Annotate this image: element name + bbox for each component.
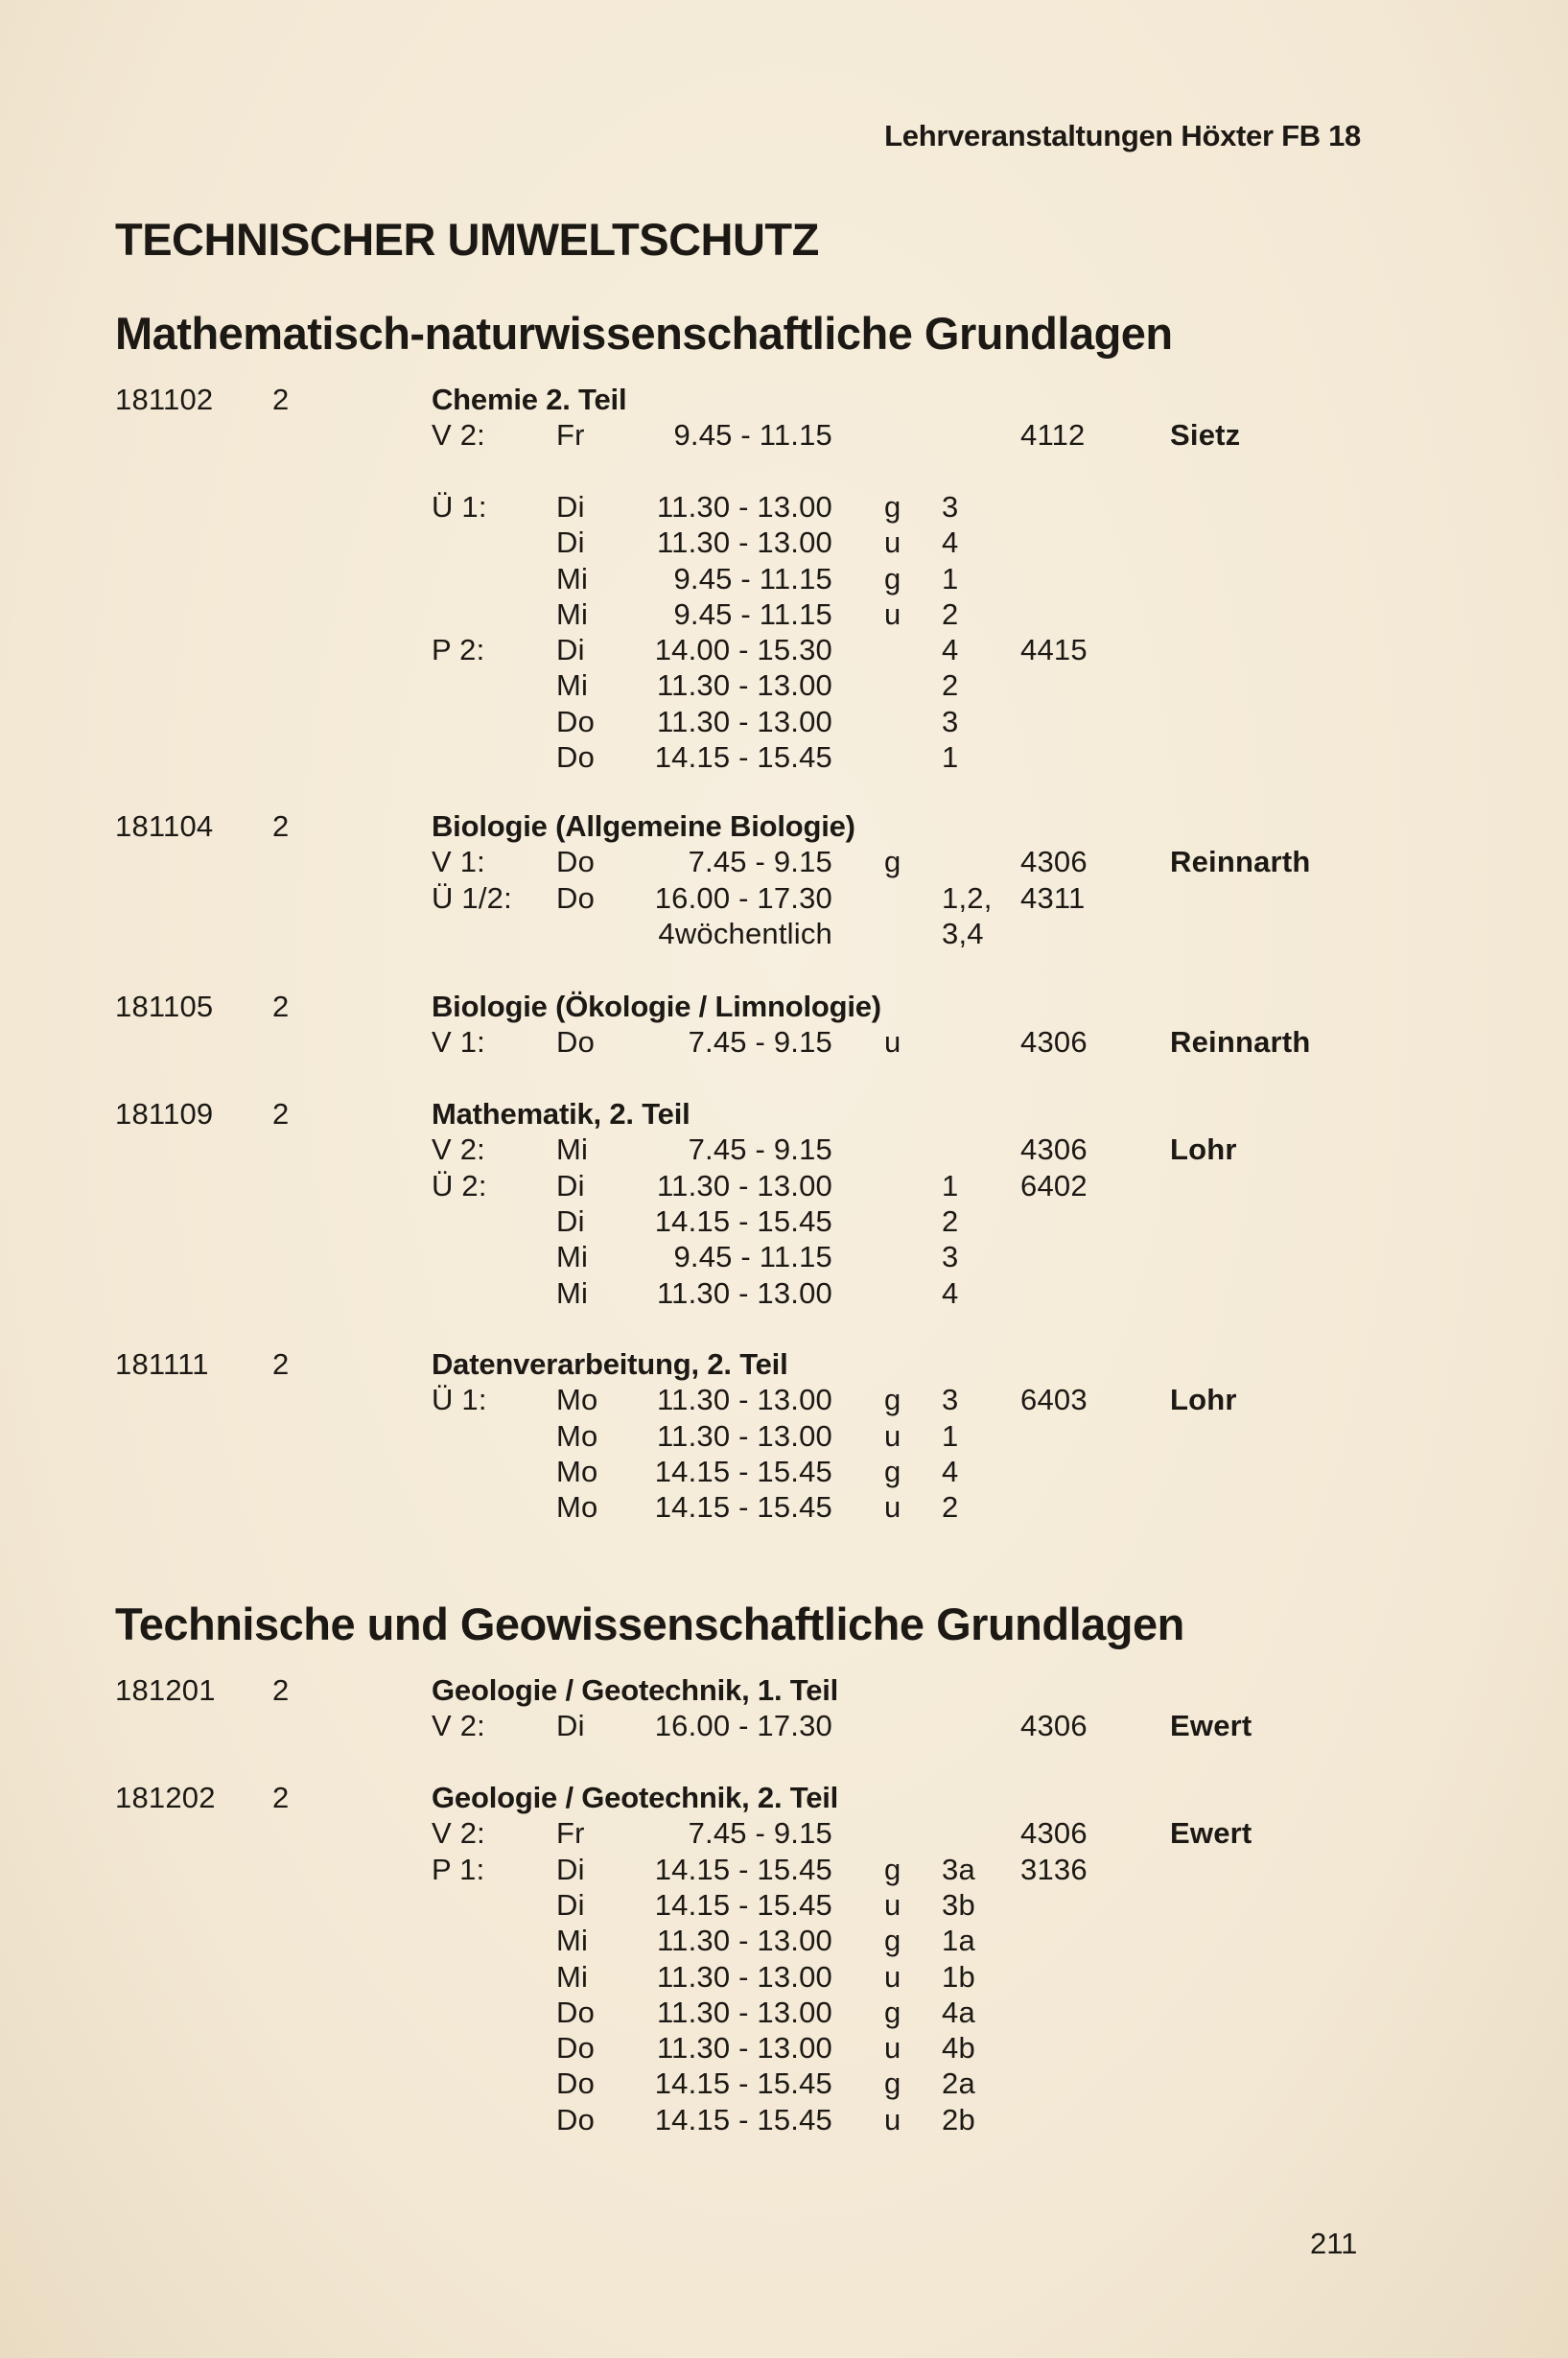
session-group: 1: [942, 1418, 959, 1453]
session-group: 1,2,: [942, 880, 993, 915]
schedule-row: [0, 1132, 1568, 1167]
session-group: 3: [942, 704, 959, 738]
session-room: 4306: [1020, 1709, 1088, 1743]
session-room: 4415: [1020, 633, 1088, 667]
schedule-row: [0, 489, 1568, 525]
session-week-parity: g: [884, 845, 901, 879]
schedule-row: [0, 596, 1568, 632]
session-room: 3136: [1020, 1852, 1088, 1886]
session-group: 1a: [942, 1924, 975, 1958]
course-number: 181202: [115, 1781, 216, 1814]
session-group: 2: [942, 1490, 959, 1525]
course-lecturer: Reinnarth: [1170, 845, 1311, 879]
session-group: 2: [942, 1203, 959, 1238]
session-week-parity: u: [884, 1887, 901, 1922]
course-title: Geologie / Geotechnik, 1. Teil: [432, 1673, 839, 1707]
session-group: 3,4: [942, 916, 984, 950]
session-day: Mi: [556, 1240, 589, 1274]
session-week-parity: g: [884, 1852, 901, 1886]
schedule-row: [0, 2102, 1568, 2137]
session-group: 4b: [942, 2031, 975, 2066]
session-week-parity: u: [884, 1025, 901, 1060]
session-time: 11.30 - 13.00: [657, 704, 832, 738]
course-title: Biologie (Ökologie / Limnologie): [432, 990, 881, 1023]
schedule-row: [0, 561, 1568, 596]
session-time: 9.45 - 11.15: [673, 596, 832, 631]
course-hours: 2: [272, 1781, 290, 1814]
course-hours: 2: [272, 1347, 290, 1381]
session-group: 2: [942, 596, 959, 631]
session-time: 14.15 - 15.45: [654, 2066, 832, 2101]
session-day: Di: [556, 1203, 585, 1238]
schedule-row: [0, 1203, 1568, 1239]
session-time: 7.45 - 9.15: [688, 1132, 832, 1167]
session-day: Mi: [556, 596, 589, 631]
course-title: Geologie / Geotechnik, 2. Teil: [432, 1781, 839, 1814]
schedule-row: [0, 1275, 1568, 1311]
session-day: Mi: [556, 561, 589, 595]
session-group: 1: [942, 740, 959, 774]
session-time: 14.00 - 15.30: [654, 633, 832, 667]
session-room: 4311: [1020, 880, 1086, 915]
session-time: 16.00 - 17.30: [654, 1709, 832, 1743]
course-header: [0, 808, 1568, 844]
running-header: Lehrveranstaltungen Höxter FB 18: [884, 119, 1361, 152]
session-time: 11.30 - 13.00: [657, 668, 832, 703]
course-title: Mathematik, 2. Teil: [432, 1097, 690, 1131]
course-lecturer: Ewert: [1170, 1816, 1252, 1851]
session-day: Do: [556, 2102, 596, 2136]
session-group: 4: [942, 633, 959, 667]
session-type: V 1:: [432, 1025, 485, 1060]
session-room: 6403: [1020, 1383, 1088, 1417]
session-time: 11.30 - 13.00: [657, 1924, 832, 1958]
course-lecturer: Lohr: [1170, 1383, 1237, 1417]
session-day: Mi: [556, 1959, 589, 1994]
session-time: 11.30 - 13.00: [657, 1168, 832, 1202]
schedule-row: [0, 1418, 1568, 1454]
session-room: 4306: [1020, 1025, 1088, 1060]
schedule-row: [0, 632, 1568, 667]
session-time: 11.30 - 13.00: [657, 1418, 832, 1453]
schedule-row: [0, 1489, 1568, 1525]
session-week-parity: g: [884, 561, 901, 595]
session-type: V 1:: [432, 845, 485, 879]
session-group: 3b: [942, 1887, 975, 1922]
session-week-parity: u: [884, 596, 901, 631]
session-week-parity: g: [884, 1995, 901, 2029]
session-group: 1b: [942, 1959, 975, 1994]
session-group: 1: [942, 561, 959, 595]
session-day: Do: [556, 845, 596, 879]
session-type: Ü 1/2:: [432, 880, 512, 915]
session-time: 11.30 - 13.00: [657, 1383, 832, 1417]
schedule-row: [0, 1382, 1568, 1417]
course-header: [0, 1780, 1568, 1815]
schedule-row: [0, 739, 1568, 775]
session-day: Mo: [556, 1454, 598, 1488]
session-time: 9.45 - 11.15: [673, 418, 832, 453]
schedule-row: [0, 1923, 1568, 1958]
schedule-row: [0, 844, 1568, 879]
session-group: 3: [942, 489, 959, 524]
session-time: 7.45 - 9.15: [688, 1025, 832, 1060]
session-group: 3a: [942, 1852, 975, 1886]
course-title: Datenverarbeitung, 2. Teil: [432, 1347, 788, 1381]
session-group: 2: [942, 668, 959, 703]
session-time: 16.00 - 17.30: [654, 880, 832, 915]
session-group: 4: [942, 525, 959, 560]
schedule-row: [0, 2030, 1568, 2066]
session-day: Di: [556, 1709, 585, 1743]
section-heading-math: Mathematisch-naturwissenschaftliche Grundlagen: [115, 308, 1173, 359]
course-hours: 2: [272, 990, 290, 1023]
session-week-parity: u: [884, 525, 901, 560]
course-header: [0, 1346, 1568, 1382]
session-time: 14.15 - 15.45: [654, 1852, 832, 1886]
schedule-row: [0, 1852, 1568, 1887]
course-header: [0, 1096, 1568, 1132]
session-type: V 2:: [432, 1816, 485, 1851]
schedule-row: [0, 2066, 1568, 2101]
session-week-parity: g: [884, 1383, 901, 1417]
schedule-row: [0, 1239, 1568, 1274]
session-day: Mi: [556, 1132, 589, 1167]
course-lecturer: Reinnarth: [1170, 1025, 1311, 1060]
schedule-row: [0, 1887, 1568, 1923]
schedule-row: [0, 667, 1568, 703]
session-day: Do: [556, 1995, 596, 2029]
session-day: Fr: [556, 418, 585, 453]
schedule-row: [0, 1454, 1568, 1489]
session-day: Di: [556, 525, 585, 560]
schedule-row: [0, 1959, 1568, 1995]
session-type: Ü 1:: [432, 1383, 487, 1417]
schedule-row: [0, 1995, 1568, 2030]
session-week-parity: u: [884, 2102, 901, 2136]
session-time: 11.30 - 13.00: [657, 1959, 832, 1994]
schedule-row: [0, 1815, 1568, 1851]
course-hours: 2: [272, 1673, 290, 1707]
session-day: Mi: [556, 1275, 589, 1310]
course-number: 181201: [115, 1673, 216, 1707]
page-number: 211: [1310, 2227, 1358, 2260]
session-day: Mi: [556, 668, 589, 703]
session-day: Do: [556, 704, 596, 738]
course-title: Chemie 2. Teil: [432, 383, 627, 416]
session-group: 2a: [942, 2066, 975, 2101]
session-time: 7.45 - 9.15: [688, 845, 832, 879]
session-week-parity: u: [884, 1418, 901, 1453]
session-day: Do: [556, 880, 596, 915]
schedule-row: [0, 1024, 1568, 1060]
session-room: 4306: [1020, 845, 1088, 879]
session-day: Di: [556, 1168, 585, 1202]
schedule-row: [0, 916, 1568, 951]
session-room: 4306: [1020, 1132, 1088, 1167]
session-group: 3: [942, 1240, 959, 1274]
course-number: 181105: [115, 990, 214, 1023]
session-group: 1: [942, 1168, 959, 1202]
section-heading-tech: Technische und Geowissenschaftliche Grundlagen: [115, 1599, 1184, 1649]
session-group: 3: [942, 1383, 959, 1417]
course-lecturer: Ewert: [1170, 1709, 1252, 1743]
session-type: V 2:: [432, 1132, 485, 1167]
session-day: Do: [556, 2031, 596, 2066]
session-time: 11.30 - 13.00: [657, 489, 832, 524]
course-number: 181109: [115, 1097, 214, 1131]
session-group: 4a: [942, 1995, 975, 2029]
session-time: 11.30 - 13.00: [657, 2031, 832, 2066]
session-day: Do: [556, 1025, 596, 1060]
course-hours: 2: [272, 809, 290, 843]
session-day: Di: [556, 633, 585, 667]
session-time: 14.15 - 15.45: [654, 1490, 832, 1525]
session-time: 9.45 - 11.15: [673, 1240, 832, 1274]
session-room: 6402: [1020, 1168, 1088, 1202]
session-week-parity: g: [884, 1924, 901, 1958]
session-type: Ü 2:: [432, 1168, 487, 1202]
course-lecturer: Sietz: [1170, 418, 1241, 453]
session-type: Ü 1:: [432, 489, 487, 524]
course-header: [0, 1672, 1568, 1708]
session-time: 9.45 - 11.15: [673, 561, 832, 595]
session-type: V 2:: [432, 418, 485, 453]
session-week-parity: u: [884, 1490, 901, 1525]
session-week-parity: g: [884, 489, 901, 524]
course-hours: 2: [272, 383, 290, 416]
course-lecturer: Lohr: [1170, 1132, 1237, 1167]
session-time: 14.15 - 15.45: [654, 1454, 832, 1488]
session-day: Mo: [556, 1418, 598, 1453]
schedule-row: [0, 417, 1568, 453]
session-time: 7.45 - 9.15: [688, 1816, 832, 1851]
session-week-parity: g: [884, 2066, 901, 2101]
session-time: 14.15 - 15.45: [654, 1203, 832, 1238]
schedule-row: [0, 1708, 1568, 1743]
session-day: Do: [556, 740, 596, 774]
session-group: 2b: [942, 2102, 975, 2136]
session-day: Fr: [556, 1816, 585, 1851]
session-type: P 1:: [432, 1852, 485, 1886]
session-time: 14.15 - 15.45: [654, 1887, 832, 1922]
session-time: 14.15 - 15.45: [654, 2102, 832, 2136]
course-header: [0, 989, 1568, 1024]
session-day: Mo: [556, 1490, 598, 1525]
session-group: 4: [942, 1275, 959, 1310]
session-time: 14.15 - 15.45: [654, 740, 832, 774]
session-week-parity: u: [884, 2031, 901, 2066]
session-time: 11.30 - 13.00: [657, 1275, 832, 1310]
session-type: P 2:: [432, 633, 485, 667]
session-type: V 2:: [432, 1709, 485, 1743]
session-group: 4: [942, 1454, 959, 1488]
session-day: Mo: [556, 1383, 598, 1417]
session-time: 11.30 - 13.00: [657, 1995, 832, 2029]
schedule-row: [0, 454, 1568, 489]
session-room: 4306: [1020, 1816, 1088, 1851]
session-day: Di: [556, 489, 585, 524]
schedule-row: [0, 1168, 1568, 1203]
course-header: [0, 382, 1568, 417]
schedule-row: [0, 704, 1568, 739]
session-day: Do: [556, 2066, 596, 2101]
session-day: Di: [556, 1887, 585, 1922]
session-day: Di: [556, 1852, 585, 1886]
session-room: 4112: [1020, 418, 1086, 453]
course-number: 181104: [115, 809, 214, 843]
course-hours: 2: [272, 1097, 290, 1131]
course-number: 181111: [115, 1347, 209, 1381]
schedule-row: [0, 880, 1568, 916]
course-title: Biologie (Allgemeine Biologie): [432, 809, 855, 843]
session-time: 11.30 - 13.00: [657, 525, 832, 560]
session-week-parity: g: [884, 1454, 901, 1488]
schedule-row: [0, 525, 1568, 560]
session-day: Mi: [556, 1924, 589, 1958]
session-week-parity: u: [884, 1959, 901, 1994]
main-title: TECHNISCHER UMWELTSCHUTZ: [115, 214, 819, 265]
session-time: 4wöchentlich: [658, 916, 832, 950]
course-number: 181102: [115, 383, 214, 416]
